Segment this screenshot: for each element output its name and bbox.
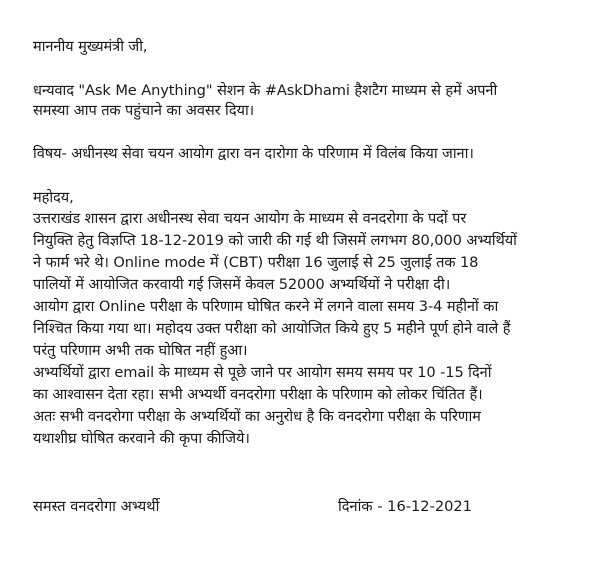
body-line-2: नियुक्ति हेतु विज्ञप्ति 18-12-2019 को जारी की गई थी जिसमें लगभग 80,000 अभ्यर्थियों [33,232,517,249]
body-line-10: अतः सभी वनदरोगा परीक्षा के अभ्यर्थियों का अनुरोध है कि वनदरोगा परीक्षा के परिणाम [33,408,481,425]
body-line-4: पालियों में आयोजित करवायी गई जिसमें केवल 52000 अभ्यर्थियों ने परीक्षा दी। [33,276,451,293]
salutation: माननीय मुख्यमंत्री जी, [33,38,148,55]
letter-date: दिनांक - 16-12-2021 [338,498,472,515]
body-line-7: परंतु परिणाम अभी तक घोषित नहीं हुआ। [33,342,248,359]
body-line-6: निश्चित किया गया था। महोदय उक्त परीक्षा को आयोजित किये हुए 5 महीने पूर्ण होने वाले हैं [33,320,511,337]
body-line-3: ने फार्म भरे थे। Online mode में (CBT) परीक्षा 16 जुलाई से 25 जुलाई तक 18 [33,254,479,271]
body-line-8: अभ्यर्थियों द्वारा email के माध्यम से पूछे जाने पर आयोग समय समय पर 10 -15 दिनों [33,364,492,381]
body-line-9: का आश्वासन देता रहा। सभी अभ्यर्थी वनदरोगा परीक्षा के परिणाम को लोकर चिंतित हैं। [33,386,483,403]
greeting: महोदय, [33,189,74,206]
body-line-11: यथाशीघ्र घोषित करवाने की कृपा कीजिये। [33,430,250,447]
body-line-5: आयोग द्वारा Online परीक्षा के परिणाम घोषित करने में लगने वाला समय 3-4 महीनों का [33,298,499,315]
signature: समस्त वनदरोगा अभ्यर्थी [33,498,160,515]
subject-line: विषय- अधीनस्थ सेवा चयन आयोग द्वारा वन दारोगा के परिणाम में विलंब किया जाना। [33,145,474,162]
thanks-line-1: धन्यवाद "Ask Me Anything" सेशन के #AskDhami हैशटैग माध्यम से हमें अपनी [33,82,498,99]
thanks-line-2: समस्या आप तक पहुंचाने का अवसर दिया। [33,102,255,119]
body-line-1: उत्तराखंड शासन द्वारा अधीनस्थ सेवा चयन आयोग के माध्यम से वनदरोगा के पदों पर [33,210,467,227]
